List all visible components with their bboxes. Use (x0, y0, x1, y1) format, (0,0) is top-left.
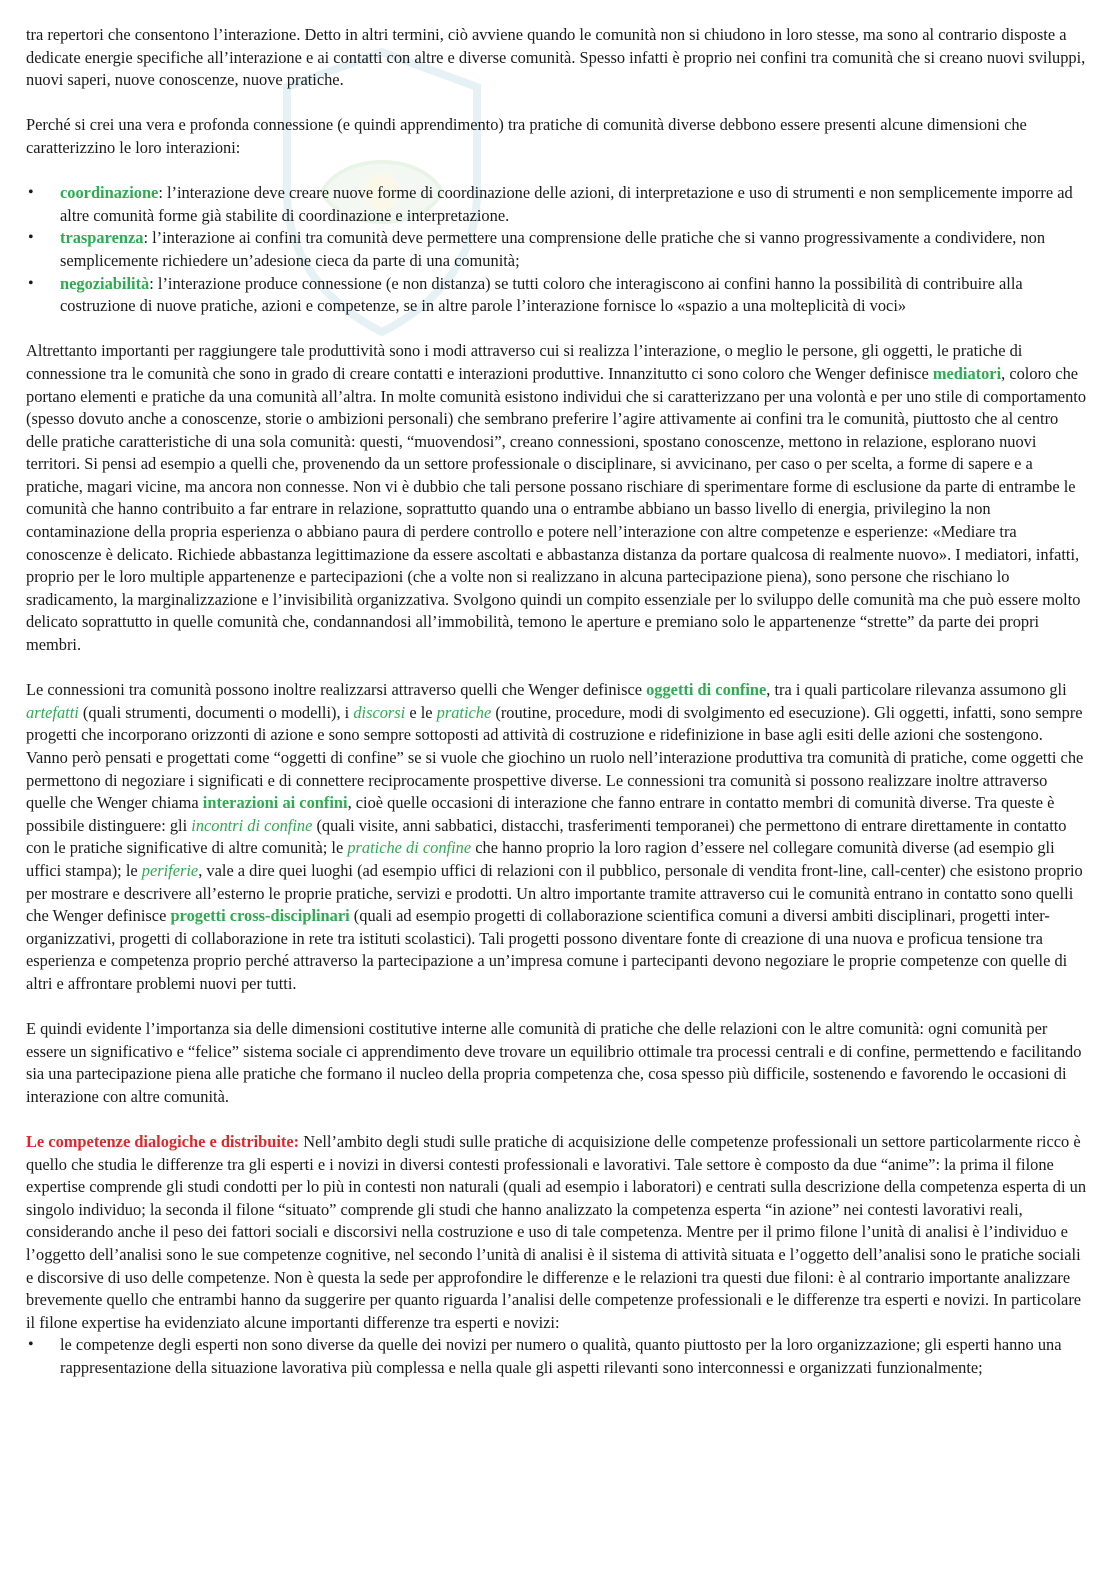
paragraph-4-text: , cioè quelle occasioni di interazione che fanno entrare in contatto membri di comunità diverse. Tra queste è possibile distinguere: gli (26, 793, 1055, 835)
paragraph-3-text: , coloro che portano elementi e pratiche da una comunità all’altra. In molte comunità esistono individui che si caratterizzano per una volontà e per uno stile di comportamento (spesso dovuto anche a conoscenze, storie o ambizioni personali) che sembrano preferire l’agire attivamente ai confini tra le comunità, piuttosto che al centro delle pratiche caratteristiche di una sola comunità: questi, “muovendosi”, creano connessioni, spostano conoscenze, mettono in relazione, esplorano nuovi territori. Si pensi ad esempio a quelli che, provenendo da un settore professionale o disciplinare, si avvicinano, per caso o per scelta, a forme di sapere e a pratiche, magari vicine, ma ancora non connesse. Non vi è dubbio che tali persone possano rischiare di sperimentare forme di esclusione da parte di entrambe le comunità che hanno contribuito a far entrare in relazione, soprattutto quando una o entrambe abbiano un basso livello di energia, privilegino la non contaminazione della propria esperienza o abbiano paura di perdere controllo e potere nell’interazione con altre competenze e esperienze: «Mediare tra conoscenze è delicato. Richiede abbastanza legittimazione da essere ascoltati e abbastanza distanza da portare qualcosa di realmente nuovo». I mediatori, infatti, proprio per le loro multiple appartenenze e partecipazioni (che a volte non si realizzano in alcuna partecipazione piena), sono persone che rischiano lo sradicamento, la marginalizzazione e l’invisibilità organizzativa. Svolgono quindi un compito essenziale per lo sviluppo delle comunità ma che può essere molto delicato soprattutto in quelle comunità che, condannandosi all’immobilità, temono le aperture e premiano solo le appartenenze “strette” da parte dei propri membri. (26, 363, 1087, 655)
paragraph-2-text: Perché si crei una vera e profonda connessione (e quindi apprendimento) tra pratiche di comunità diverse debbono essere presenti alcune dimensioni che caratterizzino le loro interazioni: (26, 115, 1027, 157)
section-heading: Le competenze dialogiche e distribuite: (26, 1132, 300, 1152)
paragraph-4-text: (routine, procedure, modi di svolgimento ed esecuzione). Gli oggetti, infatti, sono sempre progetti che incorporano orizzonti di azione e sono sempre sottoposti ad attività di costruzione e ridefinizione in base agli esiti delle azioni che sostengono. Vanno però pensati e progettati come “oggetti di confine” se si vuole che giochino un ruolo nell’interazione produttiva tra comunità di pratiche, come oggetti che permettono di negoziare i significati e di connettere reciprocamente prospettive diverse. Le connessioni tra comunità si possono realizzare inoltre attraverso quelle che Wenger chiama (26, 702, 1084, 813)
list-item-text: : l’interazione deve creare nuove forme di coordinazione delle azioni, di interpretazione e uso di strumenti e non semplicemente imporre ad altre comunità forme già stabilite di coordinazione e interpretazione. (60, 183, 1073, 225)
paragraph-4-text: (quali ad esempio progetti di collaborazione scientifica comuni a diversi ambiti disciplinari, progetti inter-organizzativi, progetti di collaborazione in rete tra istituti scolastici). Tali progetti possono diventare fonte di creazione di una nuova e proficua tensione tra esperienza e competenza proprio perché attraverso la partecipazione a un’impresa comune i partecipanti devono negoziare le proprie competenze con quelle di altri e affrontare problemi nuovi per tutti. (26, 906, 1068, 993)
paragraph-4-text: e le (405, 702, 437, 722)
paragraph-3 (26, 340, 1088, 656)
list-item-text: le competenze degli esperti non sono diverse da quelle dei novizi per numero o qualità, quanto piuttosto per la loro organizzazione; gli esperti hanno una rappresentazione della situazione lavorativa più complessa e nella quale gli aspetti rilevanti sono interconnessi e organizzati funzionalmente; (60, 1335, 1062, 1378)
paragraph-5-text: E quindi evidente l’importanza sia delle dimensioni costitutive interne alle comunità di pratiche che delle relazioni con le altre comunità: ogni comunità per essere un significativo e “felice” sistema sociale ci apprendimento deve trovare un equilibrio ottimale tra processi centrali e di confine, permettendo e facilitando sia una partecipazione piena alle pratiche che formano il nucleo della propria competenza che, cosa spesso più difficile, sostenendo e favorendo le occasioni di interazione con altre comunità. (26, 1019, 1082, 1106)
keyword-incontri-di-confine: incontri di confine (191, 815, 313, 835)
keyword-artefatti: artefatti (26, 702, 79, 722)
paragraph-1-text: tra repertori che consentono l’interazione. Detto in altri termini, ciò avviene quando le comunità non si chiudono in loro stesse, ma sono al contrario disposte a dedicate energie specifiche all’interazione e ai contatti con altre e diverse comunità. Spesso infatti è proprio nei confini tra comunità che si creano nuovi sviluppi, nuovi saperi, nuove conoscenze, nuove pratiche. (26, 25, 1086, 90)
paragraph-5 (26, 1018, 1088, 1108)
keyword-trasparenza: trasparenza (60, 228, 144, 248)
list-item-text: : l’interazione produce connessione (e non distanza) se tutti coloro che interagiscono ai confini hanno la possibilità di contribuire alla costruzione di nuove pratiche, azioni e competenze, se in altre parole l’interazione fornisce lo «spazio a una molteplicità di voci» (60, 273, 1023, 316)
list-item-text: : l’interazione ai confini tra comunità deve permettere una comprensione delle pratiche che si vanno progressivamente a condividere, non semplicemente richiedere un’adesione cieca da parte di una comunità; (60, 228, 1046, 270)
paragraph-4-text: (quali strumenti, documenti o modelli), i (78, 702, 354, 722)
list-item (26, 182, 1088, 227)
expert-differences-list (26, 1334, 1088, 1379)
keyword-interazioni-ai-confini: interazioni ai confini (202, 793, 348, 813)
paragraph-4-text: che hanno proprio la loro ragion d’essere nel collegare comunità diverse (ad esempio gli uffici stampa); le (26, 838, 1055, 880)
list-item (26, 227, 1088, 272)
paragraph-1 (26, 24, 1088, 92)
paragraph-6 (26, 1131, 1088, 1334)
document-page (26, 24, 1088, 1380)
keyword-pratiche-di-confine: pratiche di confine (347, 838, 472, 858)
keyword-coordinazione: coordinazione (60, 183, 159, 203)
list-item (26, 1334, 1088, 1379)
paragraph-4-text: (quali visite, anni sabbatici, distacchi, trasferimenti temporanei) che permettono di entrare direttamente in contatto con le pratiche significative di altre comunità; le (26, 815, 1067, 858)
list-item (26, 273, 1088, 318)
paragraph-4-text: , vale a dire quei luoghi (ad esempio uffici di relazioni con il pubblico, personale di vendita front-line, call-center) che esistono proprio per mostrare e descrivere all’esterno le proprie pratiche, servizi e prodotti. Un altro importante tramite attraverso cui le comunità entrano in contatto sono quelli che Wenger definisce (26, 860, 1083, 926)
keyword-oggetti-di-confine: oggetti di confine (646, 680, 767, 700)
paragraph-4 (26, 679, 1088, 995)
paragraph-2 (26, 114, 1088, 159)
dimensions-list (26, 182, 1088, 318)
paragraph-3-text: Altrettanto importanti per raggiungere tale produttività sono i modi attraverso cui si realizza l’interazione, o meglio le persone, gli oggetti, le pratiche di connessione tra le comunità che sono in grado di creare contatti e interazioni produttive. Innanzitutto ci sono coloro che Wenger definisce (26, 341, 1023, 383)
keyword-negoziabilita: negoziabilità (60, 273, 150, 293)
paragraph-4-text: , tra i quali particolare rilevanza assumono gli (766, 680, 1067, 700)
paragraph-4-text: Le connessioni tra comunità possono inoltre realizzarsi attraverso quelli che Wenger definisce (26, 680, 647, 700)
keyword-mediatori: mediatori (932, 363, 1002, 383)
keyword-progetti-cross-disciplinari: progetti cross-disciplinari (170, 906, 350, 926)
keyword-periferie: periferie (141, 860, 199, 880)
paragraph-6-text: Nell’ambito degli studi sulle pratiche di acquisizione delle competenze professionali un settore particolarmente ricco è quello che studia le differenze tra gli esperti e i novizi in diversi contesti professionali e lavorativi. Tale settore è composto da due “anime”: la prima il filone expertise comprende gli studi condotti per lo più in contesti non naturali (quali ad esempio i laboratori) e centrati sulla descrizione della competenza esperta di un singolo individuo; la seconda il filone “situato” comprende gli studi che hanno analizzato la competenza esperta “in azione” nei contesti lavorativi reali, considerando anche il peso dei fattori sociali e discorsivi nella costruzione e uso di tale competenza. Mentre per il primo filone l’unità di analisi è l’individuo e l’oggetto dell’analisi sono le sue competenze cognitive, nel secondo l’unità di analisi è il sistema di attività situata e l’oggetto dell’analisi sono le pratiche sociali e discorsive di uso delle competenze. Non è questa la sede per approfondire le differenze e le relazioni tra questi due filoni: è al contrario importante analizzare brevemente quello che entrambi hanno da suggerire per quanto riguarda l’analisi delle competenze professionali e le differenze tra esperti e novizi. In particolare il filone expertise ha evidenziato alcune importanti differenze tra esperti e novizi: (26, 1132, 1087, 1332)
keyword-discorsi: discorsi (353, 702, 406, 722)
keyword-pratiche: pratiche (436, 702, 492, 722)
